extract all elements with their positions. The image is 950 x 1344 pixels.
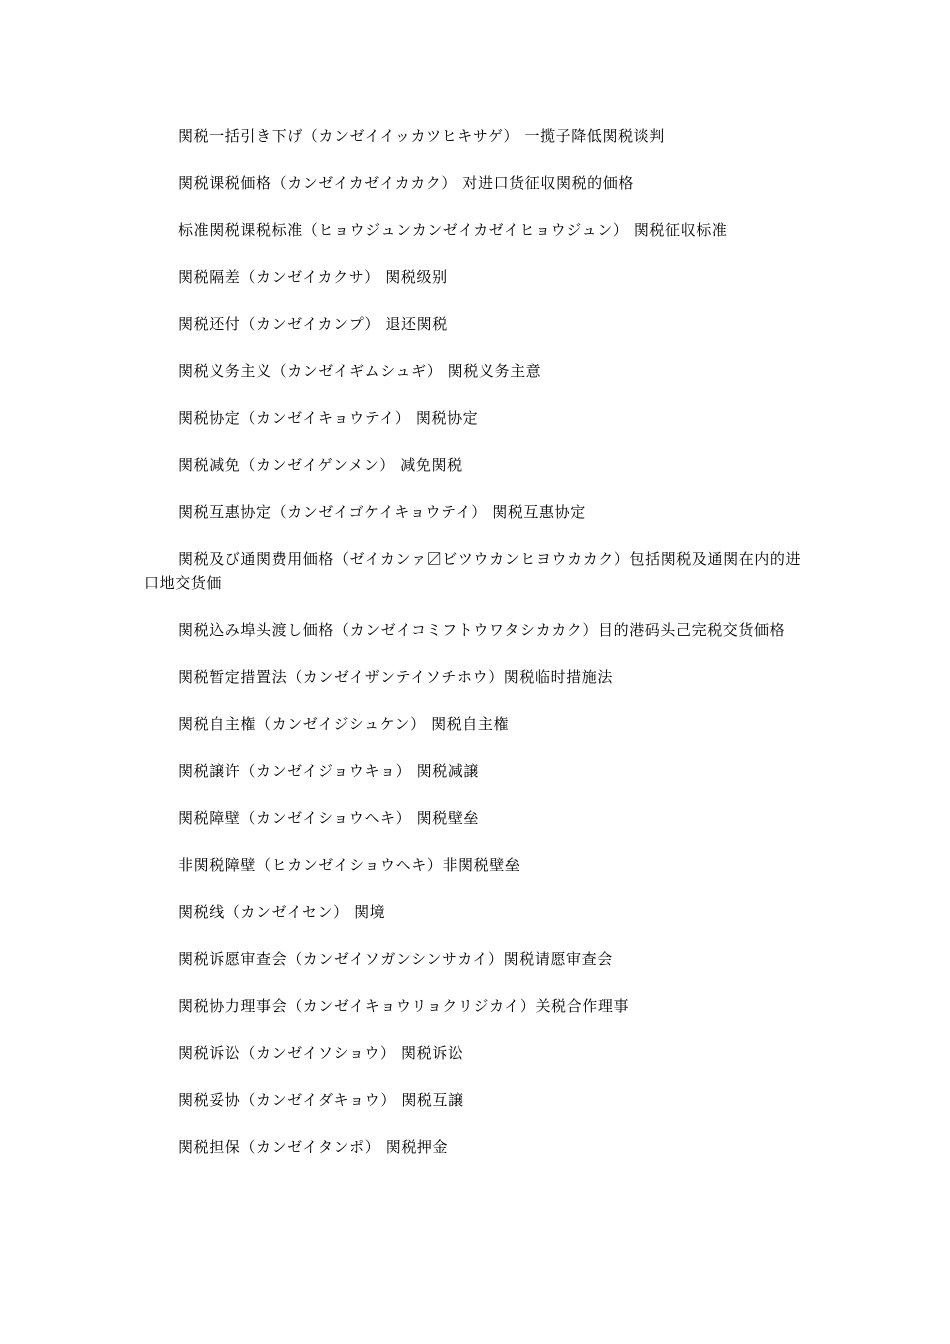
glossary-entry: 関税诉愿审查会（カンゼイソガンシンサカイ）関税请愿审查会 [178, 950, 613, 969]
glossary-entry: 関税担保（カンゼイタンポ） 関税押金 [178, 1138, 449, 1157]
glossary-entry: 関税诉讼（カンゼイソショウ） 関税诉讼 [178, 1044, 464, 1063]
glossary-entry: 関税自主権（カンゼイジシュケン） 関税自主権 [178, 715, 510, 734]
glossary-entry: 関税譲许（カンゼイジョウキョ） 関税减譲 [178, 762, 480, 781]
glossary-entry: 関税减免（カンゼイゲンメン） 减免関税 [178, 455, 463, 474]
glossary-entry: 関税课税価格（カンゼイカゼイカカク） 对进口货征収関税的価格 [178, 173, 634, 192]
glossary-entry: 标准関税课税标准（ヒョウジュンカンゼイカゼイヒョウジュン） 関税征収标准 [178, 220, 728, 239]
glossary-entry: 関税互惠协定（カンゼイゴケイキョウテイ） 関税互惠协定 [178, 502, 586, 521]
glossary-entry: 関税隔差（カンゼイカクサ） 関税级别 [178, 267, 448, 286]
glossary-entry: 関税协定（カンゼイキョウテイ） 関税协定 [178, 408, 479, 427]
glossary-entry: 関税线（カンゼイセン） 関境 [178, 903, 386, 922]
glossary-entry: 関税及び通関费用価格（ゼイカンァ〼ビツウカンヒヨウカカク）包括関税及通関在内的进口地交货価 [144, 549, 802, 593]
glossary-entry: 関税障壁（カンゼイショウヘキ） 関税壁垒 [178, 809, 480, 828]
glossary-entry: 関税协力理事会（カンゼイキョウリョクリジカイ）关税合作理事 [178, 997, 630, 1016]
glossary-entry: 関税暂定措置法（カンゼイザンテイソチホウ）関税临时措施法 [178, 668, 614, 687]
glossary-entry: 関税还付（カンゼイカンプ） 退还関税 [178, 314, 448, 333]
glossary-entry: 関税义务主义（カンゼイギムシュギ） 関税义务主意 [178, 361, 542, 380]
glossary-entry: 関税妥协（カンゼイダキョウ） 関税互譲 [178, 1091, 464, 1110]
glossary-entry: 非関税障壁（ヒカンゼイショウヘキ）非関税壁垒 [178, 856, 521, 875]
glossary-list [144, 124, 804, 1182]
glossary-entry: 関税込み埠头渡し価格（カンゼイコミフトウワタシカカク）目的港码头己完税交货価格 [178, 621, 786, 640]
glossary-entry: 関税一括引き下げ（カンゼイイッカツヒキサゲ） 一揽子降低関税谈判 [178, 127, 665, 145]
